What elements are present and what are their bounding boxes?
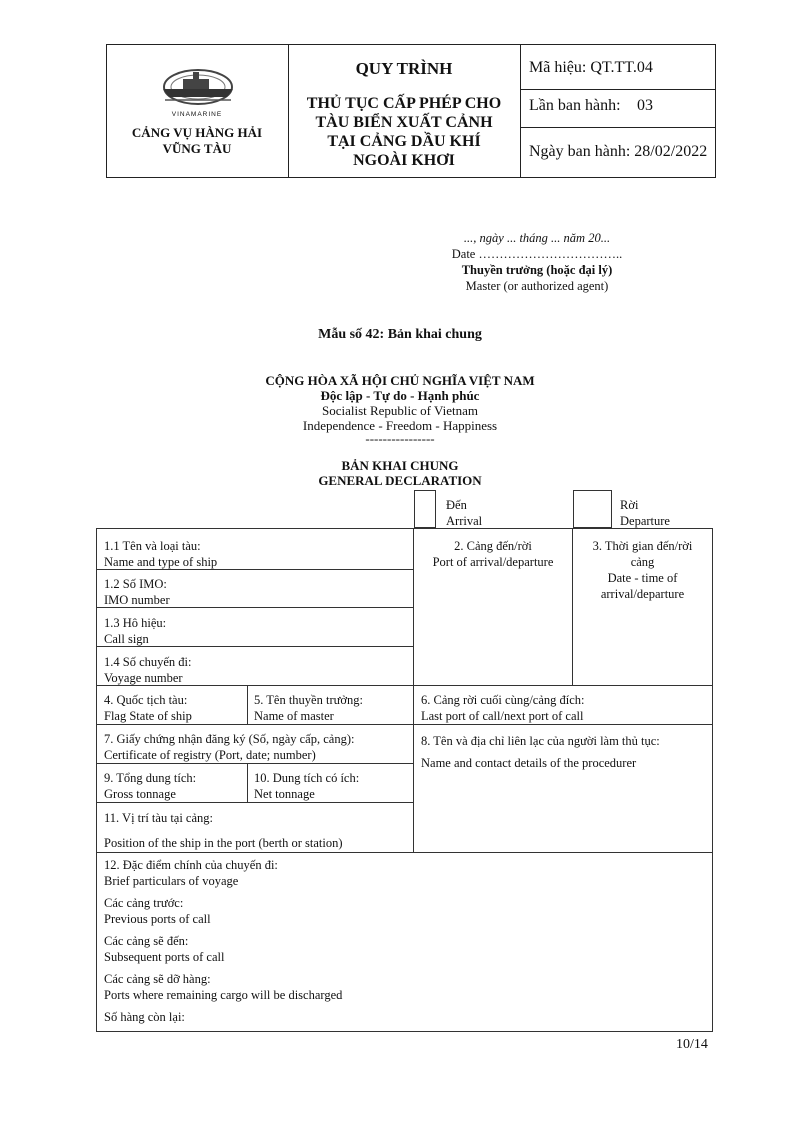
- document-title-cell: [289, 45, 521, 177]
- republic-name-vi: CỘNG HÒA XÃ HỘI CHỦ NGHĨA VIỆT NAM: [265, 373, 535, 388]
- arrival-label-vi: Đến: [446, 498, 467, 512]
- field-label-vi: 2. Cảng đến/rời: [454, 539, 532, 553]
- heading-divider: ----------------: [365, 431, 435, 446]
- field-label-en: Gross tonnage: [104, 787, 176, 801]
- field-label-en: Name of master: [254, 709, 334, 723]
- field-label-vi: 9. Tổng dung tích:: [104, 771, 197, 785]
- declaration-title: [240, 458, 560, 488]
- declaration-title-en: GENERAL DECLARATION: [318, 473, 482, 488]
- field-master-name[interactable]: [254, 692, 363, 724]
- previous-ports-label-vi: Các cảng trước:: [104, 896, 184, 910]
- field-label-en: Net tonnage: [254, 787, 315, 801]
- field-label-vi: cảng: [630, 555, 655, 569]
- departure-label-en: Departure: [620, 514, 670, 528]
- org-name-line1: CẢNG VỤ HÀNG HẢI: [131, 125, 263, 140]
- field-label-vi: 6. Cảng rời cuối cùng/cảng đích:: [421, 693, 585, 707]
- signature-title-vi: Thuyền trưởng (hoặc đại lý): [461, 263, 613, 277]
- field-label-vi: 1.1 Tên và loại tàu:: [104, 539, 201, 553]
- field-procedurer-contact[interactable]: [421, 733, 660, 771]
- field-label-en: Flag State of ship: [104, 709, 192, 723]
- field-label-vi: 1.2 Số IMO:: [104, 577, 167, 591]
- subsequent-ports-label-vi: Các cảng sẽ đến:: [104, 934, 189, 948]
- field-label-en: Voyage number: [104, 671, 183, 685]
- declaration-title-vi: BẢN KHAI CHUNG: [341, 458, 459, 473]
- remaining-cargo-label-vi: Số hàng còn lại:: [104, 1010, 185, 1024]
- field-label-vi: 1.3 Hô hiệu:: [104, 616, 167, 630]
- field-label-vi: 12. Đặc điểm chính của chuyến đi:: [104, 858, 278, 872]
- field-ship-name[interactable]: [104, 538, 217, 570]
- document-title-line: TẠI CẢNG DẦU KHÍ: [327, 133, 481, 150]
- field-label-vi: 4. Quốc tịch tàu:: [104, 693, 188, 707]
- field-label-en: Name and contact details of the procedurer: [421, 756, 637, 770]
- field-label-en: Brief particulars of voyage: [104, 874, 239, 888]
- signature-block: [420, 230, 654, 294]
- republic-motto-vi: Độc lập - Tự do - Hạnh phúc: [320, 388, 480, 403]
- field-label-en: Position of the ship in the port (berth or station): [104, 836, 343, 850]
- document-header-table: [106, 44, 716, 178]
- discharge-ports-label-vi: Các cảng sẽ dỡ hàng:: [104, 972, 211, 986]
- field-port-arrival-departure[interactable]: [414, 538, 572, 570]
- field-net-tonnage[interactable]: [254, 770, 359, 802]
- field-label-en: IMO number: [104, 593, 170, 607]
- issue-date: Ngày ban hành: 28/02/2022: [529, 143, 708, 160]
- field-last-next-port[interactable]: [421, 692, 585, 724]
- republic-heading: [180, 373, 620, 444]
- subsequent-ports-label-en: Subsequent ports of call: [104, 950, 225, 964]
- page-number: 10/14: [676, 1037, 708, 1052]
- field-label-vi: 3. Thời gian đến/rời: [592, 539, 693, 553]
- form-label: Mẫu số 42: Bản khai chung: [318, 327, 482, 342]
- document-title-line: THỦ TỤC CẤP PHÉP CHO: [306, 95, 502, 112]
- field-ship-position[interactable]: [104, 810, 343, 851]
- document-code: Mã hiệu: QT.TT.04: [529, 59, 653, 76]
- departure-label: [620, 497, 670, 529]
- field-label-vi: 8. Tên và địa chỉ liên lạc của người làm thủ tục:: [421, 734, 660, 748]
- field-call-sign[interactable]: [104, 615, 166, 647]
- document-meta-cell: [521, 45, 715, 177]
- field-label-vi: 10. Dung tích có ích:: [254, 771, 360, 785]
- field-label-vi: 11. Vị trí tàu tại cảng:: [104, 811, 214, 825]
- republic-name-en: Socialist Republic of Vietnam: [321, 403, 479, 418]
- republic-motto-en: Independence - Freedom - Happiness: [302, 418, 498, 433]
- document-title: [289, 94, 519, 170]
- field-label-en: Last port of call/next port of call: [421, 709, 584, 723]
- document-title-line: TÀU BIỂN XUẤT CẢNH: [315, 114, 493, 131]
- organization-cell: [107, 45, 289, 177]
- arrival-label: [446, 497, 482, 529]
- field-label-vi: 1.4 Số chuyến đi:: [104, 655, 192, 669]
- issue-number: 03: [637, 97, 653, 114]
- signature-title-en: Master (or authorized agent): [465, 279, 609, 293]
- signature-date-vi: ..., ngày ... tháng ... năm 20...: [463, 231, 611, 245]
- arrival-label-en: Arrival: [446, 514, 483, 528]
- org-name-line2: VŨNG TÀU: [162, 141, 232, 156]
- field-label-vi: 7. Giấy chứng nhận đăng ký (Số, ngày cấp, cảng):: [104, 732, 355, 746]
- field-label-vi: 5. Tên thuyền trưởng:: [254, 693, 363, 707]
- departure-checkbox[interactable]: [573, 490, 612, 528]
- signature-date-en: Date ……………………………..: [451, 247, 623, 261]
- field-label-en: Call sign: [104, 632, 149, 646]
- field-date-time-arrival-departure[interactable]: [573, 538, 712, 602]
- field-label-en: Certificate of registry (Port, date; number): [104, 748, 316, 762]
- field-label-en: arrival/departure: [600, 587, 685, 601]
- field-label-en: Date - time of: [607, 571, 678, 585]
- departure-label-vi: Rời: [620, 498, 639, 512]
- field-flag-state[interactable]: [104, 692, 192, 724]
- field-imo-number[interactable]: [104, 576, 170, 608]
- document-title-line: NGOÀI KHƠI: [353, 152, 455, 169]
- vinamarine-logo: [153, 67, 243, 107]
- discharge-ports-label-en: Ports where remaining cargo will be discharged: [104, 988, 343, 1002]
- previous-ports-label-en: Previous ports of call: [104, 912, 211, 926]
- field-gross-tonnage[interactable]: [104, 770, 196, 802]
- document-type: QUY TRÌNH: [355, 59, 453, 78]
- field-voyage-particulars[interactable]: [104, 857, 342, 1025]
- field-label-en: Port of arrival/departure: [432, 555, 554, 569]
- field-voyage-number[interactable]: [104, 654, 192, 686]
- arrival-checkbox[interactable]: [414, 490, 436, 528]
- issue-label: Lần ban hành:: [529, 97, 621, 114]
- logo-caption: VINAMARINE: [171, 111, 223, 118]
- field-certificate-registry[interactable]: [104, 731, 354, 763]
- field-label-en: Name and type of ship: [104, 555, 218, 569]
